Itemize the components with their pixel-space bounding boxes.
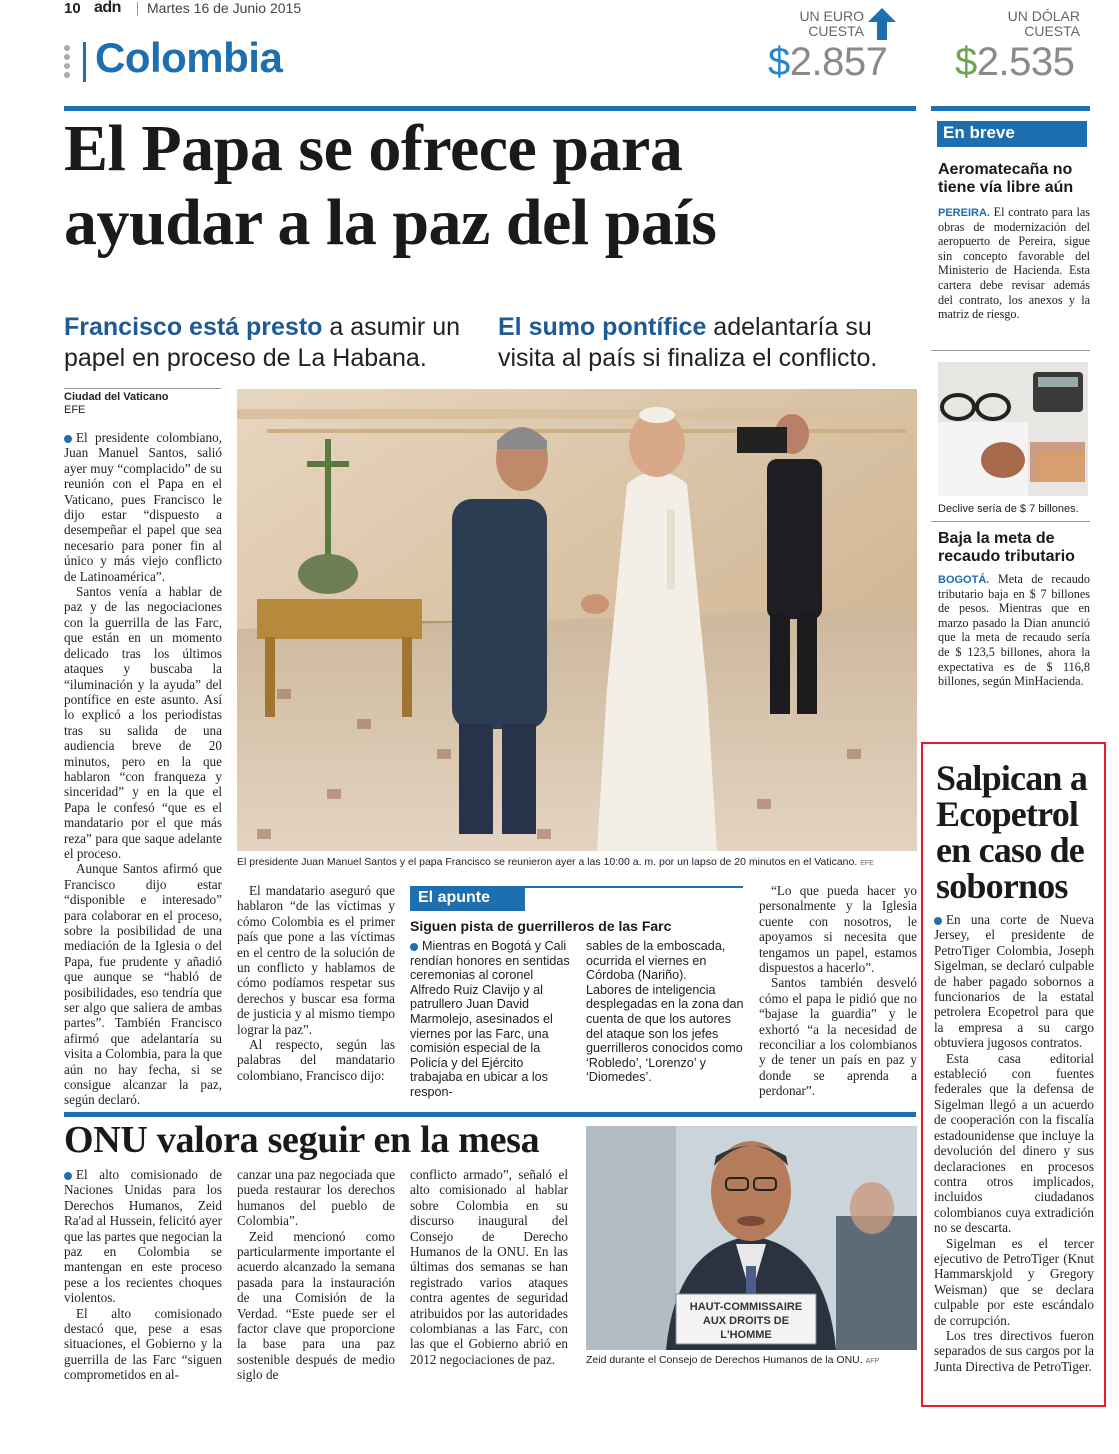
- ecopetrol-p4: Los tres directivos fueron separados de sus cargos por la Junta Directiva de PetroTiger.: [934, 1327, 1094, 1374]
- main-col-2: [237, 883, 395, 1083]
- nameplate-line1: HAUT-COMMISSAIRE: [689, 1301, 803, 1313]
- publication-logo: adn: [94, 0, 121, 16]
- euro-value: [768, 40, 887, 85]
- apunte-col-1: [410, 939, 570, 1100]
- deck-right-rest: adelantaría su visita al país si finaliza el conflicto.: [498, 313, 878, 372]
- arrow-up-icon: [868, 8, 896, 40]
- ecopetrol-p3: Sigelman es el tercer ejecutivo de PetroTiger (Knut Hammarskjold y Gregory Weisman) que se declara culpable por este escándalo de corrupción.: [934, 1235, 1094, 1328]
- breve-item1-body: [938, 205, 1090, 322]
- onu-col1-p1: El alto comisionado de Naciones Unidas para los Derechos Humanos, Zeid Ra'ad al Hussein, felicitó ayer que las partes que negocian la paz en Colombia se mantengan en este proceso pese a los recientes choques violentos.: [64, 1167, 223, 1306]
- top-rule: [64, 106, 916, 111]
- onu-col3-p1: conflicto armado”, señaló el alto comisionado al hablar sobre Colombia en su discurso inaugural del Consejo de Derecho Humanos de la ONU. En las últimas dos semanas se han registrado varios ataques contra agentes de seguridad atribuidos por las autoridades colombianas a las Farc, con las que el Gobierno abrió en 2012 negociaciones de paz.: [410, 1167, 568, 1367]
- dollar-value: [955, 40, 1074, 85]
- issue-date: Martes 16 de Junio 2015: [147, 0, 302, 16]
- en-breve-tag: En breve: [937, 121, 1087, 147]
- bullet-icon: [64, 1172, 72, 1180]
- sidebar-photo-caption: Declive sería de $ 7 billones.: [938, 503, 1079, 515]
- dollar-symbol: $: [955, 40, 977, 84]
- onu-photo-caption: [586, 1354, 917, 1368]
- onu-col2-p2: Zeid mencionó como particularmente importante el acuerdo alcanzado la semana pasada para la instauración de una Comisión de la Verdad. “Este puede ser el factor clave que proporcione la base para una paz sostenible después de medio siglo de: [237, 1228, 395, 1383]
- header-divider: [137, 2, 138, 16]
- bullet-icon: [64, 435, 72, 443]
- breve-item2-location: BOGOTÁ.: [938, 574, 990, 586]
- main-col-4: [759, 883, 917, 1099]
- main-col2-p2: Al respecto, según las palabras del mandatario colombiano, Francisco dijo:: [237, 1037, 395, 1083]
- apunte-col2-p2: Labores de inteligencia desplegadas en la zona dan cuenta de que los autores del ataque son los jefes guerrilleros conocidos como ‘Robledo’, ‘Lorenzo’ y ‘Diomedes’.: [586, 982, 744, 1085]
- main-col1-p1: El presidente colombiano, Juan Manuel Santos, salió ayer muy “complacido” de su reunión con el Papa en el Vaticano, pues Francisco le dijo estar “dispuesto a desempeñar el papel que sea necesario para poner fin al único y más viejo conflicto de Latinoamérica”.: [64, 430, 222, 584]
- byline-place: Ciudad del Vaticano: [64, 391, 169, 403]
- main-col1-p2: Santos venía a hablar de paz y de las negociaciones con la guerrilla de las Farc, que están en un momento delicado tras los últimos ataques y buscaba la “iluminación y la ayuda” del pontífice en este asunto. Así lo explicó a los periodistas tras su salida de una audiencia breve de 20 minutos, pero en la que hablaron “con franqueza y sinceridad” y en la que el Papa le confesó “que es el mandatario por el que más reza” para que saque adelante el proceso.: [64, 584, 222, 861]
- sidebar-rule: [931, 106, 1090, 111]
- euro-label-line1: UN EURO: [799, 8, 864, 24]
- dollar-label: [970, 9, 1080, 39]
- ecopetrol-body: [934, 912, 1094, 1374]
- breve-item2-body: [938, 572, 1090, 689]
- sidebar-photo: [938, 362, 1088, 496]
- byline-agency: EFE: [64, 404, 86, 416]
- euro-amount: 2.857: [789, 40, 888, 84]
- onu-rule: [64, 1112, 916, 1117]
- page-number: 10: [64, 0, 81, 17]
- ecopetrol-p2: Esta casa editorial estableció con fuentes federales que la defensa de Sigelman llegó a un acuerdo de cooperación con la fiscalía estadounidense que incluye la devolución del dinero y sus declaraciones en procesos contra otros implicados, incluidos ciudadanos colombianos cuya extradición no se descarta.: [934, 1050, 1094, 1236]
- onu-col1-p2: El alto comisionado destacó que, pese a esas situaciones, el Gobierno y la guerrilla de las Farc “siguen comprometidos en al-: [64, 1305, 222, 1383]
- apunte-col1-text: Mientras en Bogotá y Cali rendían honores en sentidas ceremonias al coronel Alfredo Ruiz Clavijo y al patrullero Juan David Marmolejo, asesinados el viernes por las Farc, una comisión especial de la Policía y del Ejército trabajaba en ubicar a los respon-: [410, 939, 570, 1099]
- sidebar-divider-2: [931, 521, 1090, 522]
- onu-caption-text: Zeid durante el Consejo de Derechos Humanos de la ONU.: [586, 1354, 863, 1366]
- main-col2-p1: El mandatario aseguró que hablaron “de las víctimas y cómo Colombia es el primer país que pone a las víctimas en el centro de la solución de un conflicto y hablamos de cómo podíamos respetar sus derechos y buscar esa forma de justicia y al mismo tiempo lograr la paz”.: [237, 883, 395, 1037]
- main-headline: [64, 112, 920, 260]
- section-bar: [83, 42, 86, 82]
- main-caption-text: El presidente Juan Manuel Santos y el papa Francisco se reunieron ayer a las 10:00 a. m. por un lapso de 20 minutos en el Vaticano.: [237, 856, 858, 868]
- euro-symbol: $: [768, 40, 790, 84]
- onu-headline: ONU valora seguir en la mesa: [64, 1119, 540, 1161]
- main-col4-p1: “Lo que pueda hacer yo personalmente y la Iglesia cuente con nosotros, le apoyamos si necesita que tengamos un papel, estamos dispuestos a hacerlo”.: [759, 883, 917, 976]
- breve-item1-location: PEREIRA.: [938, 207, 990, 219]
- calculator-glasses-photo: [938, 362, 1088, 496]
- onu-col-1: [64, 1167, 222, 1383]
- onu-caption-credit: AFP: [865, 1358, 880, 1365]
- breve-item1-text: El contrato para las obras de modernización del aeropuerto de Pereira, sigue sin concepto favorable del Ministerio de Hacienda. Esta cartera debe revisar además del contrato, los anexos y la matriz de riesgo.: [938, 205, 1090, 322]
- apunte-tag: El apunte: [410, 886, 525, 911]
- main-col-1: [64, 430, 222, 1108]
- apunte-col2-p1: sables de la emboscada, ocurrida el viernes en Córdoba (Nariño).: [586, 939, 726, 983]
- byline: [64, 388, 221, 417]
- ecopetrol-p1: En una corte de Nueva Jersey, el presidente de PetroTiger Colombia, Joseph Sigelman, se declaró culpable de haber pagado sobornos a funcionarios de la estatal petrolera Ecopetrol para que la empresa a su cargo obtuviera jugosos contratos.: [934, 912, 1094, 1051]
- headline-line1: El Papa se ofrece para: [64, 112, 683, 185]
- dollar-label-line2: CUESTA: [1024, 23, 1080, 39]
- apunte-headline: Siguen pista de guerrilleros de las Farc: [410, 918, 672, 934]
- nameplate-line2: AUX DROITS DE L'HOMME: [702, 1315, 790, 1341]
- onu-photo: [586, 1126, 917, 1350]
- bullet-icon: [934, 917, 942, 925]
- onu-col2-p1: canzar una paz negociada que pueda restaurar los derechos humanos del pueblo de Colombia”.: [237, 1167, 395, 1229]
- breve-item2-text: Meta de recaudo tributario baja en $ 7 billones de pesos. Mientras que en marzo pasado la Dian anunció que la meta de recaudo sería de $ 123,5 billones, ahora la expectativa es de $ 116,8 billones, según MinHacienda.: [938, 572, 1090, 689]
- santos-pope-photo: [237, 389, 917, 851]
- deck-left: [64, 312, 484, 374]
- section-title: Colombia: [95, 34, 283, 81]
- euro-label: [770, 9, 864, 39]
- euro-label-line2: CUESTA: [808, 23, 864, 39]
- onu-col-3: [410, 1167, 568, 1367]
- main-photo: [237, 389, 917, 851]
- dollar-amount: 2.535: [976, 40, 1075, 84]
- onu-col-2: [237, 1167, 395, 1383]
- main-col1-p3: Aunque Santos afirmó que Francisco dijo estar “disponible e interesado” para colaborar en el proceso, sobre la posibilidad de una mediación de la Iglesia o del Papa, fue prudente y añadió que aunque se “habló de posibilidades, eso tendría que ser algo que saliera de ambas partes”. También Francisco afirmó que adelantaría su visita a Colombia, para la que aún no hay fecha, si se consigue alcanzar la paz, según declaró.: [64, 861, 222, 1108]
- nameplate: [678, 1300, 814, 1342]
- main-photo-caption: [237, 856, 917, 870]
- section-dots-icon: [64, 45, 72, 81]
- deck-left-rest: a asumir un papel en proceso de La Habana.: [64, 313, 460, 372]
- main-col4-p2: Santos también desveló cómo el papa le pidió que no “bajase la guardia” y le exhortó “a la necesidad de reconciliar a los colombianos y de tener un país en paz y donde se aprenda a perdonar”.: [759, 975, 917, 1099]
- deck-right: [498, 312, 918, 374]
- deck-left-bold: Francisco está presto: [64, 313, 323, 341]
- main-caption-credit: EFE: [860, 860, 874, 867]
- deck-right-bold: El sumo pontífice: [498, 313, 707, 341]
- headline-line2: ayudar a la paz del país: [64, 186, 717, 259]
- apunte-col-2: [586, 939, 744, 1085]
- bullet-icon: [410, 943, 418, 951]
- breve-item2-headline: Baja la meta de recaudo tributario: [938, 530, 1075, 565]
- sidebar-divider: [931, 350, 1090, 351]
- breve-item1-headline: Aeromatecaña no tiene vía libre aún: [938, 161, 1074, 196]
- ecopetrol-headline: Salpican a Ecopetrol en caso de sobornos: [936, 758, 1088, 906]
- dollar-label-line1: UN DÓLAR: [1007, 8, 1080, 24]
